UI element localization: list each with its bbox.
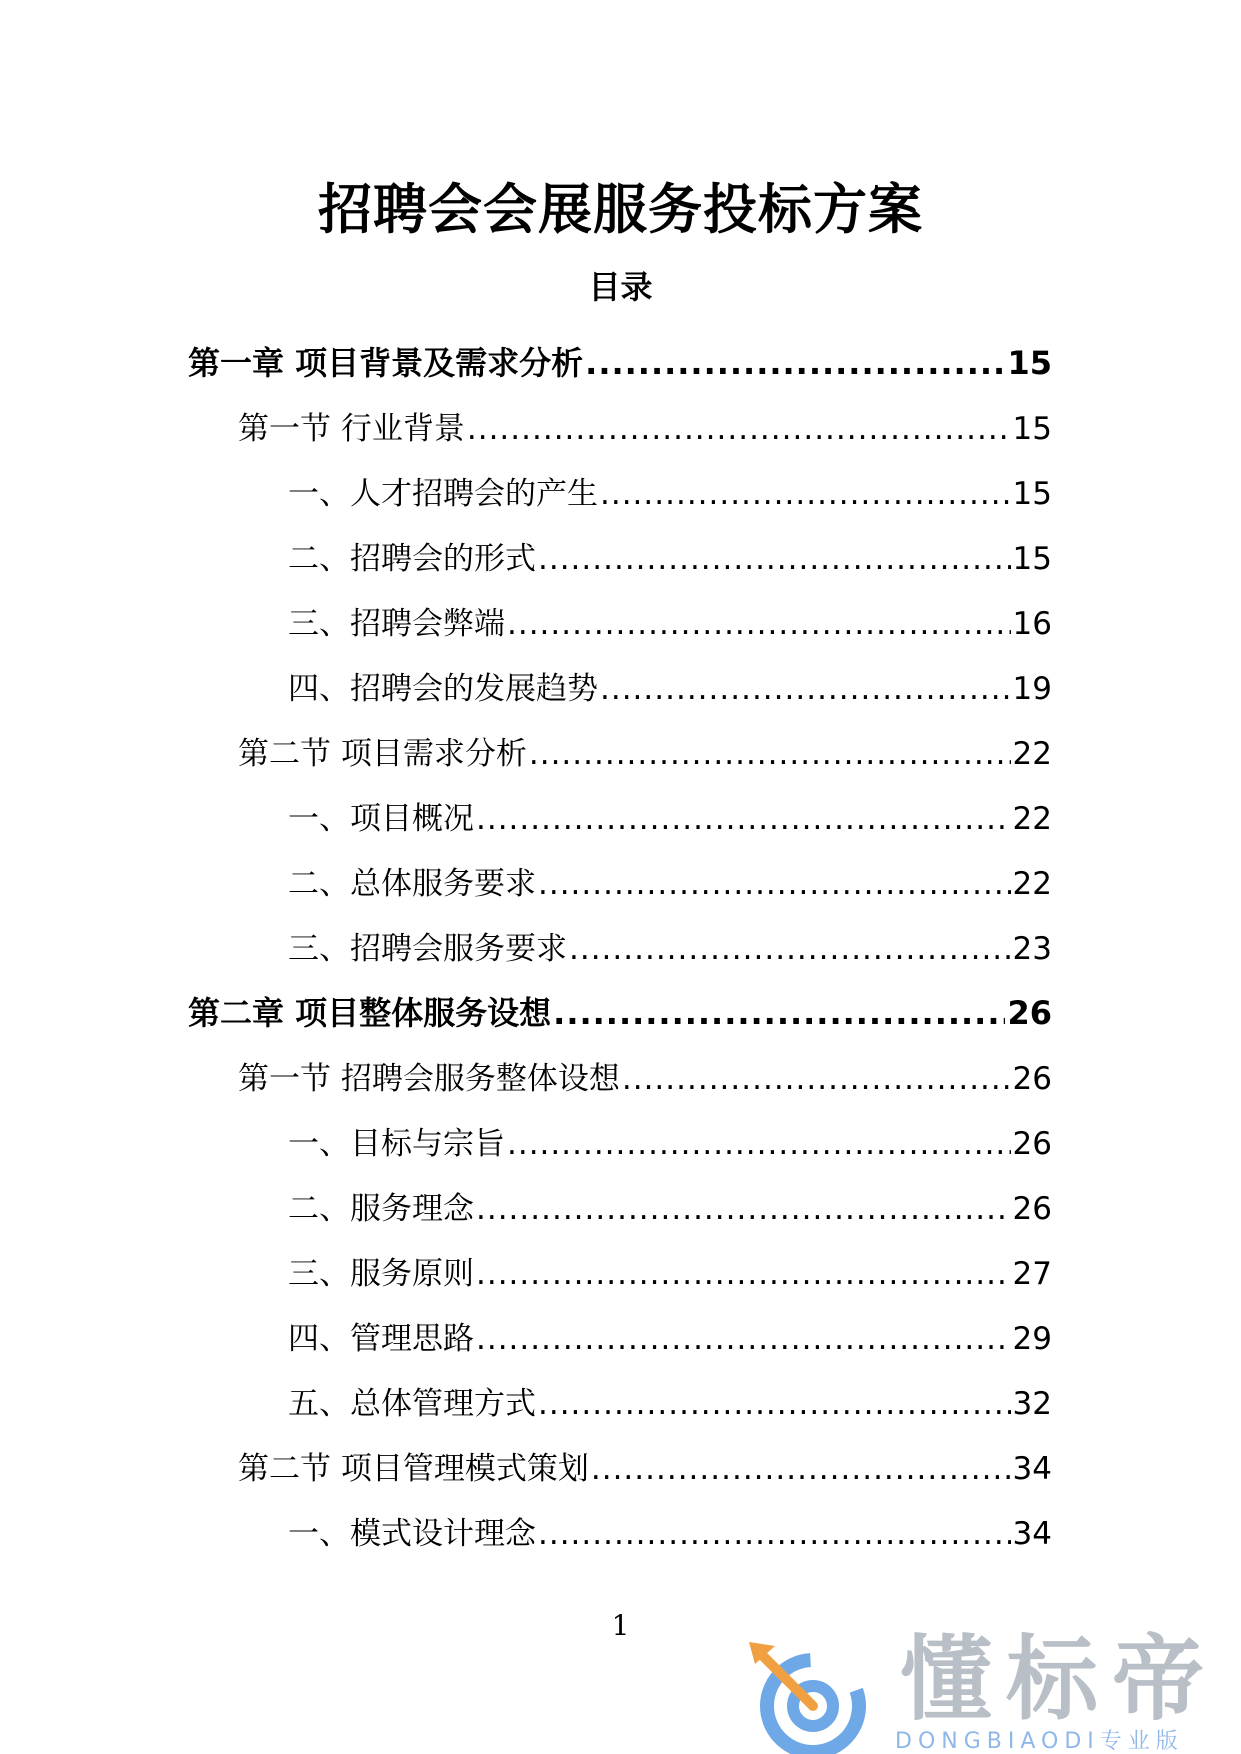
toc-entry[interactable] — [0, 1433, 1241, 1498]
toc-entry-line — [238, 728, 1052, 773]
toc-entry-title: 二、总体服务要求 — [288, 866, 536, 902]
toc-dot-leader — [569, 931, 1011, 967]
table-of-contents — [0, 328, 1241, 1563]
toc-entry-page: 34 — [1012, 1451, 1052, 1487]
toc-entry-page: 15 — [1012, 411, 1052, 447]
toc-entry[interactable] — [0, 653, 1241, 718]
target-arrow-icon — [745, 1630, 895, 1754]
toc-entry[interactable] — [0, 328, 1241, 393]
toc-entry[interactable] — [0, 1498, 1241, 1563]
toc-dot-leader — [591, 1451, 1011, 1487]
toc-entry-page: 26 — [1012, 1061, 1052, 1097]
toc-entry-page: 29 — [1012, 1321, 1052, 1357]
toc-entry-title: 一、人才招聘会的产生 — [288, 476, 598, 512]
toc-entry[interactable] — [0, 523, 1241, 588]
toc-entry-page: 15 — [1012, 541, 1052, 577]
toc-entry-page: 22 — [1012, 801, 1052, 837]
toc-dot-leader — [467, 411, 1011, 447]
toc-dot-leader — [476, 801, 1011, 837]
toc-entry-line — [288, 663, 1052, 708]
toc-entry-title: 三、招聘会服务要求 — [288, 931, 567, 967]
toc-entry-page: 26 — [1007, 993, 1052, 1032]
toc-entry[interactable] — [0, 783, 1241, 848]
toc-entry-title: 一、目标与宗旨 — [288, 1126, 505, 1162]
toc-entry-page: 34 — [1012, 1516, 1052, 1552]
toc-entry-title: 第一节 行业背景 — [238, 411, 465, 447]
watermark-brand: 懂标帝 — [900, 1626, 1219, 1733]
toc-entry[interactable] — [0, 1043, 1241, 1108]
toc-entry[interactable] — [0, 848, 1241, 913]
toc-entry-page: 22 — [1012, 866, 1052, 902]
toc-entry-title: 第一章 项目背景及需求分析 — [188, 343, 584, 382]
toc-dot-leader — [600, 476, 1011, 512]
toc-dot-leader — [538, 541, 1011, 577]
toc-entry-title: 二、招聘会的形式 — [288, 541, 536, 577]
toc-entry-line — [288, 598, 1052, 643]
toc-dot-leader — [538, 866, 1011, 902]
toc-entry[interactable] — [0, 1238, 1241, 1303]
toc-dot-leader — [476, 1191, 1011, 1227]
toc-dot-leader — [585, 344, 1005, 382]
toc-entry-line — [288, 858, 1052, 903]
toc-entry-title: 四、招聘会的发展趋势 — [288, 671, 598, 707]
toc-entry-page: 27 — [1012, 1256, 1052, 1292]
toc-entry-line — [288, 1313, 1052, 1358]
toc-entry-title: 四、管理思路 — [288, 1321, 474, 1357]
toc-entry-page: 15 — [1012, 476, 1052, 512]
toc-entry-title: 第二章 项目整体服务设想 — [188, 993, 552, 1032]
watermark-subtitle: DONGBIAODI专业版 — [895, 1729, 1184, 1754]
toc-entry-line — [288, 1508, 1052, 1553]
toc-entry-title: 五、总体管理方式 — [288, 1386, 536, 1422]
toc-dot-leader — [476, 1321, 1011, 1357]
toc-dot-leader — [553, 994, 1005, 1032]
toc-entry-line — [238, 1053, 1052, 1098]
toc-dot-leader — [538, 1516, 1011, 1552]
toc-entry-page: 26 — [1012, 1126, 1052, 1162]
toc-entry[interactable] — [0, 1368, 1241, 1433]
toc-entry-line — [288, 1183, 1052, 1228]
toc-dot-leader — [529, 736, 1011, 772]
toc-heading: 目录 — [588, 268, 653, 306]
toc-entry[interactable] — [0, 1108, 1241, 1173]
toc-entry-title: 三、服务原则 — [288, 1256, 474, 1292]
toc-entry[interactable] — [0, 1173, 1241, 1238]
toc-entry-line — [288, 1248, 1052, 1293]
toc-entry-title: 第二节 项目需求分析 — [238, 736, 527, 772]
toc-entry-page: 26 — [1012, 1191, 1052, 1227]
toc-entry-line — [288, 793, 1052, 838]
toc-entry-page: 16 — [1012, 606, 1052, 642]
toc-entry[interactable] — [0, 1303, 1241, 1368]
toc-entry-title: 第一节 招聘会服务整体设想 — [238, 1061, 620, 1097]
toc-entry-line — [288, 1378, 1052, 1423]
toc-entry-title: 二、服务理念 — [288, 1191, 474, 1227]
toc-entry-title: 一、模式设计理念 — [288, 1516, 536, 1552]
toc-dot-leader — [507, 1126, 1011, 1162]
toc-entry[interactable] — [0, 913, 1241, 978]
toc-dot-leader — [622, 1061, 1011, 1097]
toc-entry[interactable] — [0, 588, 1241, 653]
toc-entry-page: 32 — [1012, 1386, 1052, 1422]
toc-entry-line — [188, 338, 1052, 384]
toc-entry-page: 22 — [1012, 736, 1052, 772]
toc-entry-line — [238, 403, 1052, 448]
toc-entry[interactable] — [0, 978, 1241, 1043]
toc-entry[interactable] — [0, 718, 1241, 783]
toc-entry-line — [288, 923, 1052, 968]
toc-entry-line — [238, 1443, 1052, 1488]
toc-entry-line — [188, 988, 1052, 1034]
watermark — [745, 1626, 1241, 1754]
toc-entry[interactable] — [0, 393, 1241, 458]
document-title: 招聘会会展服务投标方案 — [318, 178, 923, 241]
toc-entry-line — [288, 1118, 1052, 1163]
toc-entry-page: 19 — [1012, 671, 1052, 707]
toc-entry[interactable] — [0, 458, 1241, 523]
toc-entry-line — [288, 468, 1052, 513]
toc-entry-page: 23 — [1012, 931, 1052, 967]
toc-entry-title: 第二节 项目管理模式策划 — [238, 1451, 589, 1487]
toc-entry-title: 三、招聘会弊端 — [288, 606, 505, 642]
toc-dot-leader — [538, 1386, 1011, 1422]
page-number: 1 — [611, 1609, 630, 1642]
toc-entry-title: 一、项目概况 — [288, 801, 474, 837]
toc-dot-leader — [600, 671, 1011, 707]
toc-entry-line — [288, 533, 1052, 578]
toc-dot-leader — [507, 606, 1011, 642]
toc-dot-leader — [476, 1256, 1011, 1292]
toc-entry-page: 15 — [1007, 343, 1052, 382]
